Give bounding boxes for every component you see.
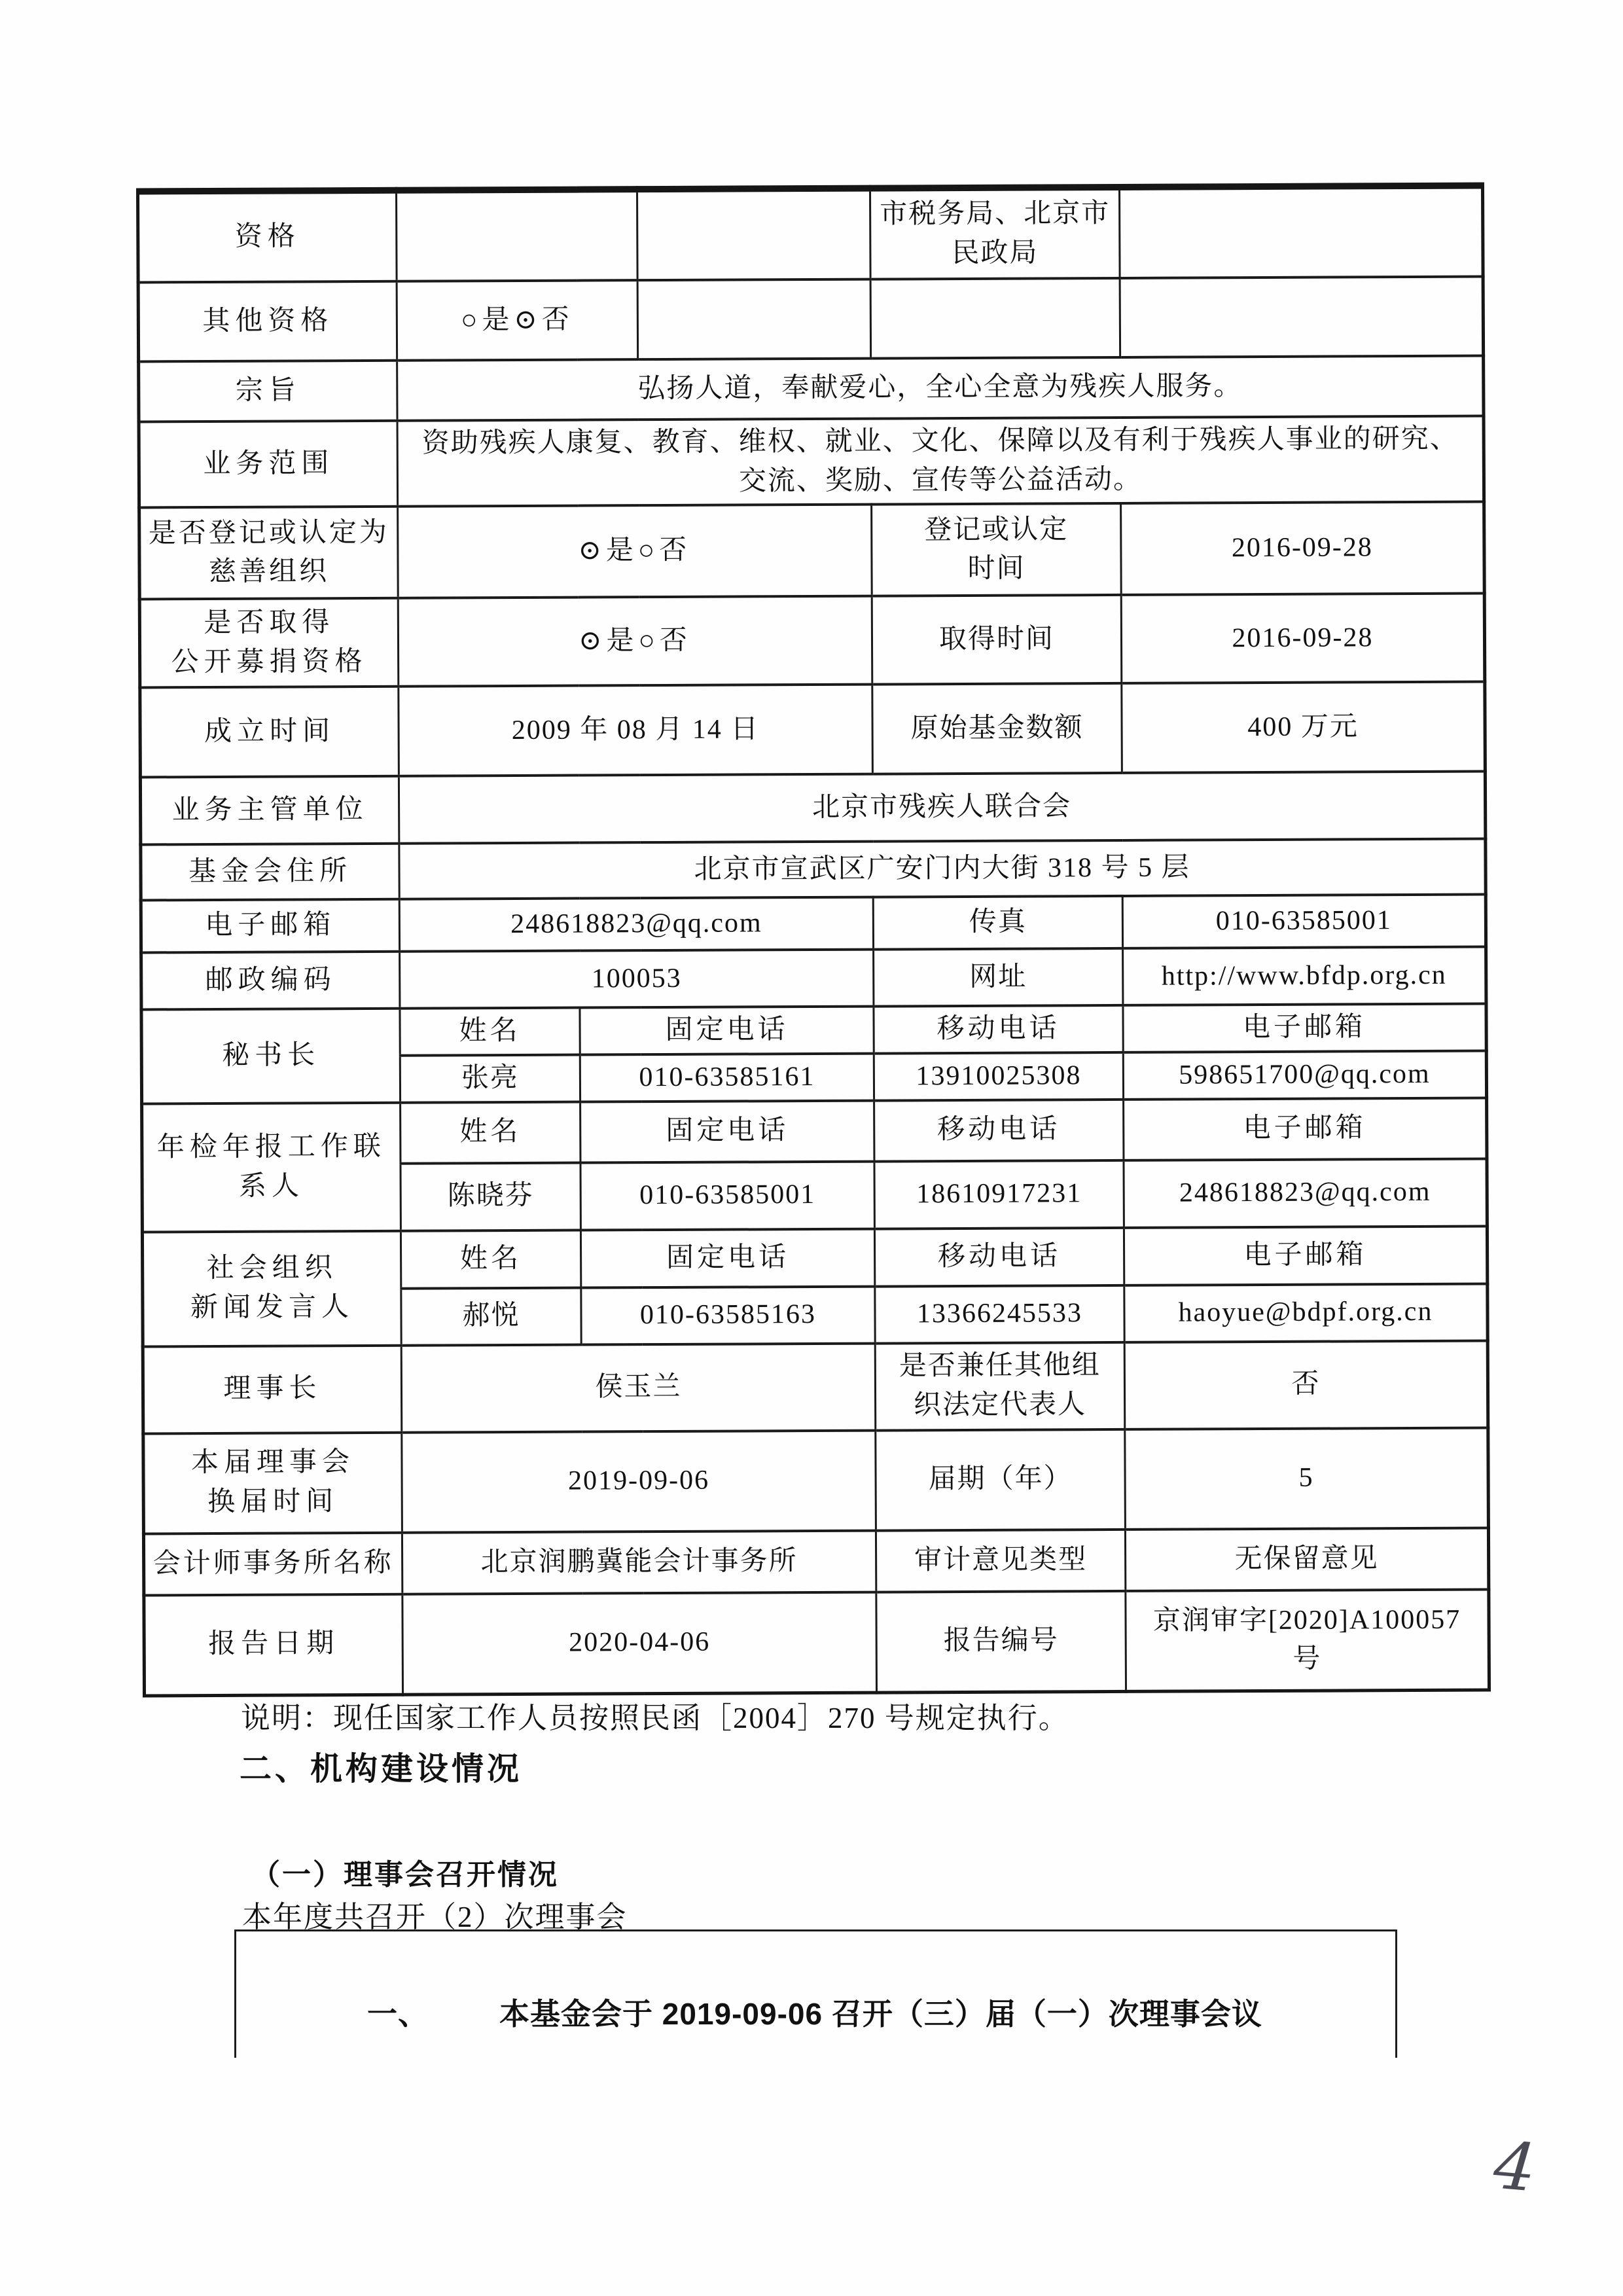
postcode-value-cell: 100053: [400, 950, 874, 1009]
public-fundraising-time-value-cell: 2016-09-28: [1121, 594, 1485, 683]
row-charity-registered: [139, 502, 1485, 600]
other-qualification-label-cell: 其他资格: [138, 281, 397, 362]
row-spokesperson-header: [142, 1226, 1487, 1289]
spokesperson-label-cell: 社会组织 新闻发言人: [142, 1230, 401, 1346]
report-date-value-cell: 2020-04-06: [402, 1592, 877, 1695]
business-scope-value-cell: 资助残疾人康复、教育、维权、就业、文化、保障以及有利于残疾人事业的研究、 交流、奖励、宣传等公益活动。: [397, 416, 1484, 507]
public-fundraising-time-label-cell: 取得时间: [872, 595, 1122, 685]
name-header-cell: 姓名: [401, 1102, 580, 1163]
report-no-value-cell: 京润审字[2020]A100057 号: [1126, 1589, 1489, 1691]
row-secretary-header: [141, 1004, 1486, 1057]
audit-firm-name-cell: 北京润鹏冀能会计事务所: [402, 1530, 876, 1594]
meeting-record-title: [236, 1931, 1395, 2034]
phone-header-cell: 固定电话: [580, 1007, 874, 1055]
annual-contact-name-cell: 陈晓芬: [401, 1162, 580, 1230]
row-board-term: [143, 1427, 1489, 1534]
row-established: [140, 682, 1486, 778]
established-label-cell: 成立时间: [140, 687, 399, 778]
section-heading: 二、机构建设情况: [240, 1751, 523, 1787]
audit-firm-label-cell: 会计师事务所名称: [143, 1532, 402, 1595]
website-label-cell: 网址: [874, 948, 1123, 1007]
board-term-date-cell: 2019-09-06: [402, 1430, 876, 1532]
report-date-label-cell: 报告日期: [144, 1594, 403, 1696]
row-annual-contact-header: [142, 1098, 1487, 1164]
secretary-email-cell: 598651700@qq.com: [1123, 1050, 1486, 1099]
note-line: 说明：现任国家工作人员按照民函［2004］270 号规定执行。: [241, 1702, 1069, 1734]
annual-contact-mobile-cell: 18610917231: [874, 1160, 1124, 1229]
subsection-heading: （一）理事会召开情况: [251, 1859, 559, 1891]
empty-cell: [396, 189, 637, 281]
meeting-record-box: [234, 1929, 1397, 2058]
email-header-cell: 电子邮箱: [1124, 1098, 1487, 1160]
fax-value-cell: 010-63585001: [1122, 895, 1486, 948]
charity-registered-time-label-cell: 登记或认定 时间: [872, 503, 1122, 596]
row-postcode: [141, 947, 1486, 1010]
row-supervisor: [140, 772, 1485, 845]
fax-label-cell: 传真: [873, 896, 1122, 950]
public-fundraising-label-cell: 是否取得 公开募捐资格: [139, 598, 399, 688]
purpose-label-cell: 宗旨: [139, 361, 397, 422]
meeting-title-text: 本基金会于 2019-09-06 召开（三）届（一）次理事会议: [499, 1997, 1262, 2031]
meeting-title-prefix: 一、: [367, 1997, 429, 2031]
mobile-header-cell: 移动电话: [874, 1005, 1123, 1053]
supervisor-value-cell: 北京市残疾人联合会: [399, 772, 1485, 844]
empty-cell: [1119, 186, 1483, 278]
chairman-concurrent-value-cell: 否: [1124, 1340, 1488, 1429]
board-term-label-cell: 本届理事会 换届时间: [143, 1432, 402, 1534]
chairman-concurrent-label-cell: 是否兼任其他组 织法定代表人: [875, 1342, 1125, 1430]
name-header-cell: 姓名: [400, 1008, 580, 1056]
charity-registered-time-value-cell: 2016-09-28: [1121, 502, 1485, 595]
report-no-label-cell: 报告编号: [876, 1590, 1126, 1693]
chairman-label-cell: 理事长: [143, 1345, 402, 1433]
phone-header-cell: 固定电话: [580, 1100, 874, 1162]
public-fundraising-radio-cell: ⊙是○否: [398, 596, 872, 687]
address-label-cell: 基金会住所: [141, 844, 399, 901]
qualification-label-cell: 资格: [138, 190, 397, 283]
term-years-value-cell: 5: [1125, 1427, 1489, 1529]
original-fund-value-cell: 400 万元: [1122, 682, 1486, 773]
row-qualification: [138, 186, 1484, 283]
address-value-cell: 北京市宣武区广安门内大街 318 号 5 层: [399, 839, 1486, 899]
empty-cell: [870, 278, 1120, 359]
postcode-label-cell: 邮政编码: [141, 952, 400, 1010]
email-value-cell: 248618823@qq.com: [399, 897, 873, 952]
purpose-value-cell: 弘扬人道，奉献爱心，全心全意为残疾人服务。: [397, 356, 1484, 421]
row-chairman: [143, 1340, 1488, 1433]
mobile-header-cell: 移动电话: [874, 1227, 1124, 1286]
annual-contact-phone-cell: 010-63585001: [580, 1161, 874, 1230]
annual-contact-email-cell: 248618823@qq.com: [1124, 1158, 1487, 1227]
charity-registered-label-cell: 是否登记或认定为 慈善组织: [139, 507, 399, 600]
qualification-authority-cell: 市税务局、北京市 民政局: [870, 187, 1120, 279]
row-address: [141, 839, 1486, 901]
email-label-cell: 电子邮箱: [141, 899, 399, 953]
spokesperson-email-cell: haoyue@bdpf.org.cn: [1124, 1283, 1488, 1342]
secretary-mobile-cell: 13910025308: [874, 1052, 1123, 1100]
other-qualification-radio-cell: ○是⊙否: [397, 280, 638, 361]
handwritten-page-number: 4: [1491, 2126, 1539, 2207]
spokesperson-phone-cell: 010-63585163: [581, 1286, 875, 1344]
annual-contact-label-cell: 年检年报工作联 系人: [142, 1102, 401, 1232]
website-value-cell: http://www.bfdp.org.cn: [1123, 947, 1486, 1005]
term-years-label-cell: 届期（年）: [876, 1429, 1126, 1530]
empty-cell: [1120, 277, 1484, 357]
row-business-scope: [139, 416, 1484, 508]
secretary-name-cell: 张亮: [400, 1054, 580, 1102]
spokesperson-mobile-cell: 13366245533: [875, 1285, 1124, 1343]
row-purpose: [139, 356, 1484, 422]
original-fund-label-cell: 原始基金数额: [872, 683, 1122, 774]
empty-cell: [637, 188, 870, 281]
supervisor-label-cell: 业务主管单位: [140, 776, 399, 845]
charity-registered-radio-cell: ⊙是○否: [398, 505, 872, 598]
established-value-cell: 2009 年 08 月 14 日: [399, 685, 873, 776]
row-audit-firm: [143, 1528, 1488, 1595]
row-report: [144, 1589, 1489, 1696]
name-header-cell: 姓名: [401, 1230, 580, 1288]
secretary-label-cell: 秘书长: [141, 1009, 401, 1103]
audit-opinion-label-cell: 审计意见类型: [876, 1529, 1125, 1592]
chairman-name-cell: 侯玉兰: [401, 1343, 876, 1432]
audit-opinion-value-cell: 无保留意见: [1125, 1528, 1488, 1590]
secretary-phone-cell: 010-63585161: [580, 1053, 874, 1102]
phone-header-cell: 固定电话: [580, 1229, 874, 1287]
mobile-header-cell: 移动电话: [874, 1099, 1124, 1161]
meeting-count-line: 本年度共召开（2）次理事会: [242, 1901, 628, 1933]
email-header-cell: 电子邮箱: [1123, 1004, 1486, 1052]
row-other-qualification: [138, 277, 1484, 362]
empty-cell: [637, 279, 871, 360]
row-public-fundraising: [139, 594, 1485, 688]
foundation-info-table: [136, 183, 1491, 1698]
email-header-cell: 电子邮箱: [1124, 1226, 1487, 1285]
spokesperson-name-cell: 郝悦: [401, 1287, 581, 1345]
row-email: [141, 895, 1486, 953]
business-scope-label-cell: 业务范围: [139, 421, 398, 508]
